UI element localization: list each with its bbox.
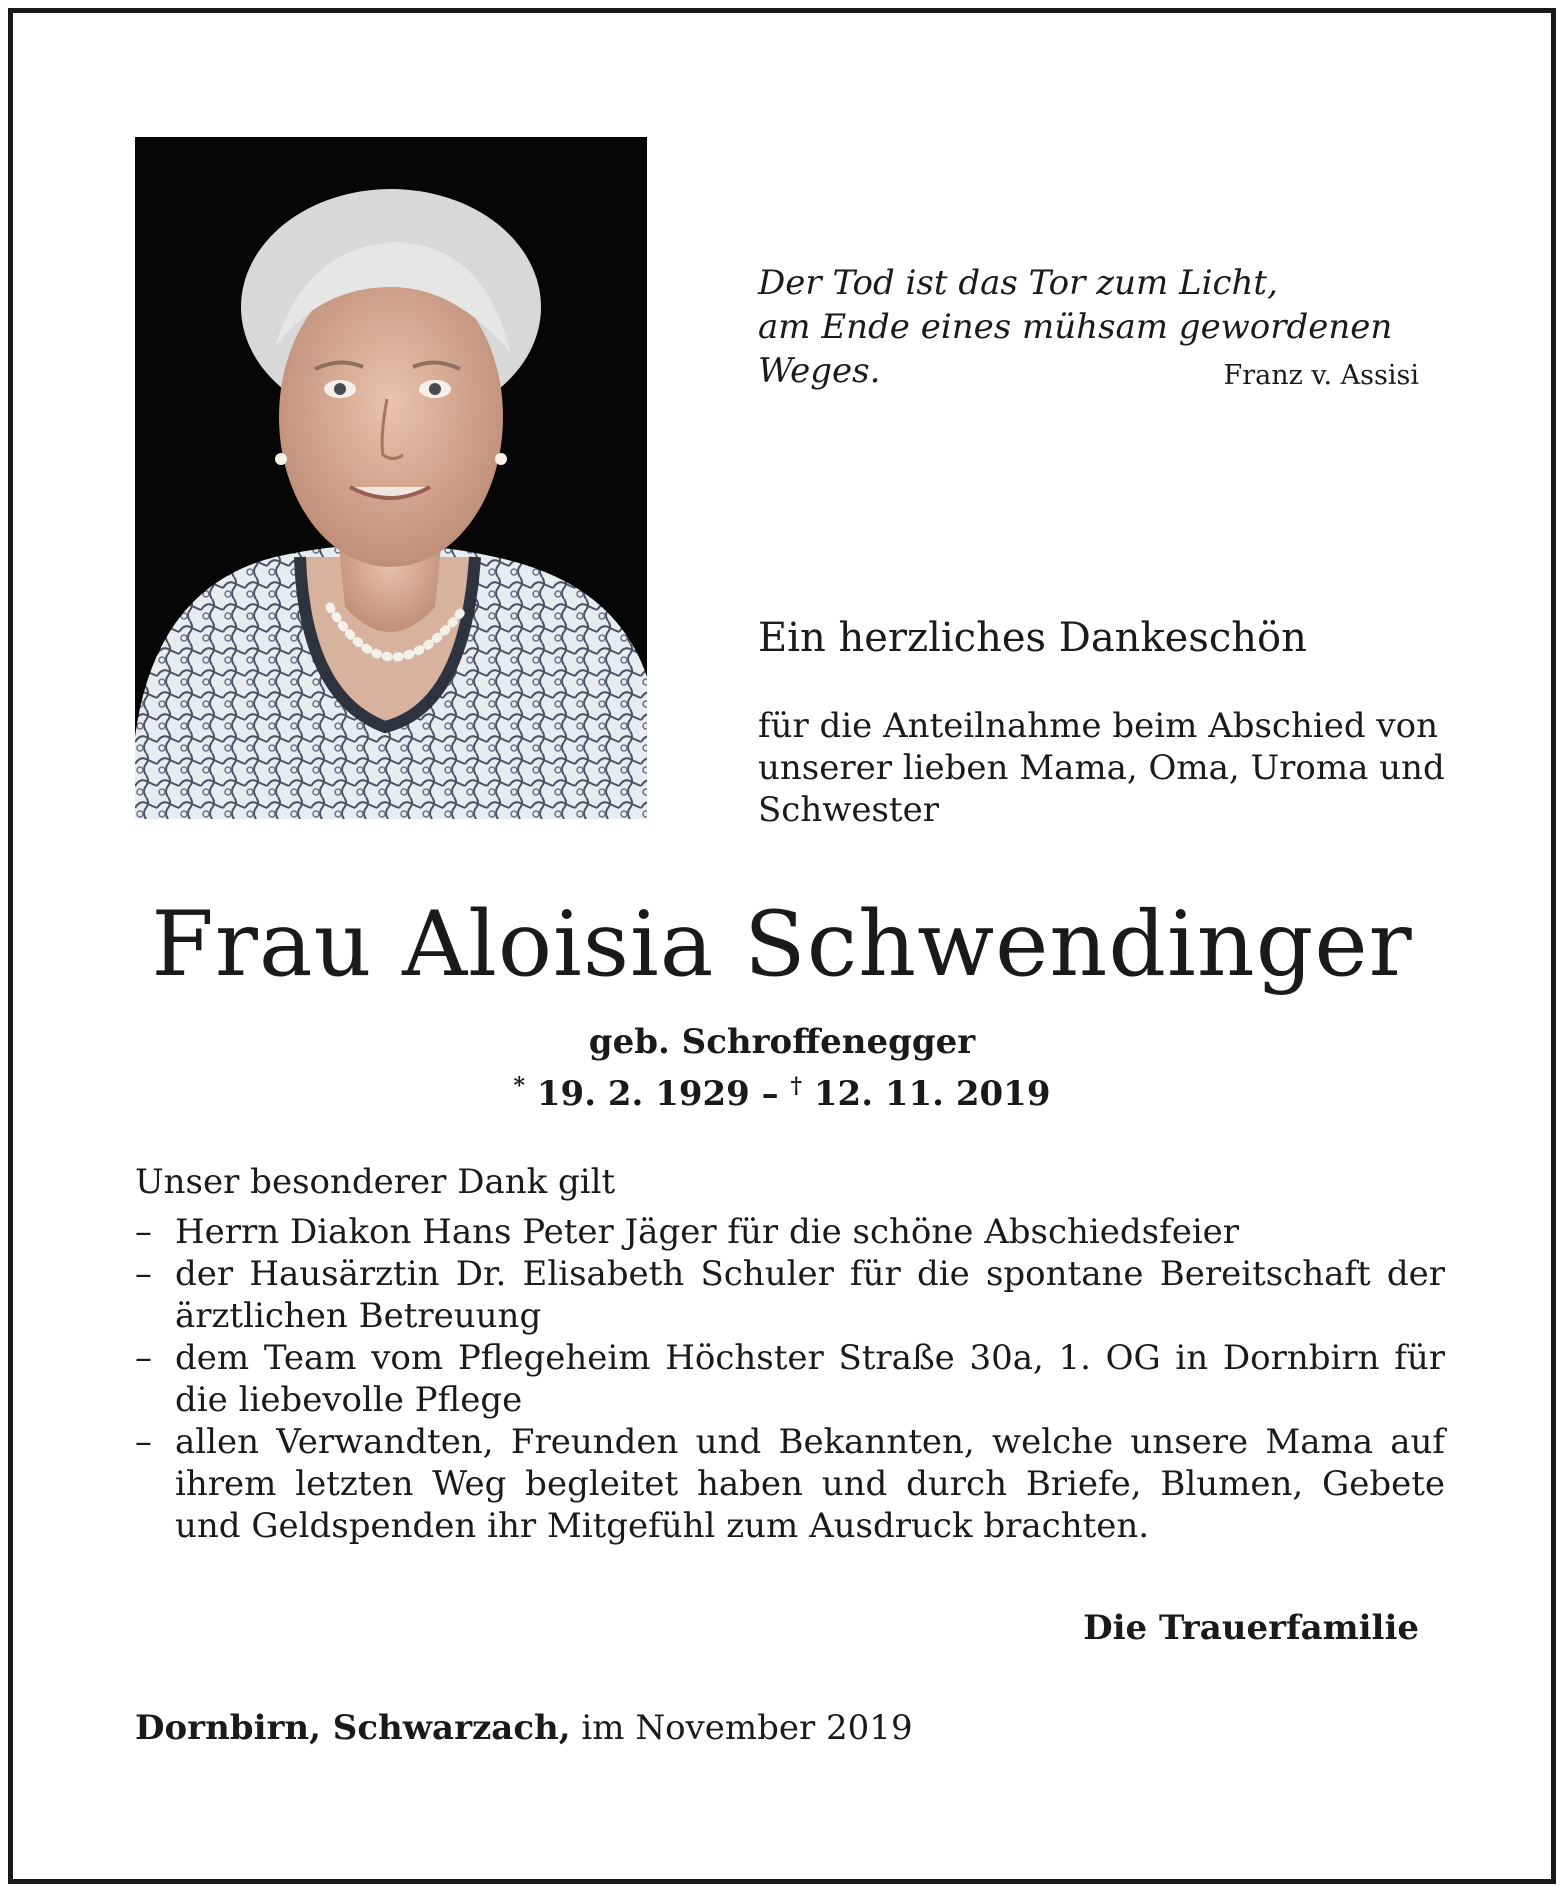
birth-date: 19. 2. 1929 — [536, 1074, 750, 1114]
list-dash: – — [135, 1212, 152, 1252]
list-item — [135, 1337, 1445, 1421]
quote-line-1: Der Tod ist das Tor zum Licht, — [758, 263, 1278, 303]
place-date-text: im November 2019 — [581, 1708, 913, 1748]
birth-symbol: * — [513, 1073, 526, 1099]
thanks-line-2: unserer lieben Mama, Oma, Uroma und — [758, 748, 1445, 788]
list-item-text: Herrn Diakon Hans Peter Jäger für die schöne Abschiedsfeier — [175, 1212, 1240, 1252]
signature: Die Trauerfamilie — [1083, 1608, 1419, 1648]
list-item-text: allen Verwandten, Freunden und Bekannten, welche unsere Mama auf ihrem letzten Weg begleitet haben und durch Briefe, Blumen, Gebete und Geldspenden ihr Mitgefühl zum Ausdruck brachten. — [175, 1422, 1445, 1546]
list-dash: – — [135, 1422, 152, 1462]
list-item-text: der Hausärztin Dr. Elisabeth Schuler für die spontane Bereitschaft der ärztlichen Betreuung — [175, 1254, 1445, 1336]
death-date: 12. 11. 2019 — [813, 1074, 1051, 1114]
thanks-line-1: für die Anteilnahme beim Abschied von — [758, 706, 1438, 746]
list-item-text: dem Team vom Pflegeheim Höchster Straße 30a, 1. OG in Dornbirn für die liebevolle Pflege — [175, 1338, 1445, 1420]
place-locations: Dornbirn, Schwarzach, — [135, 1708, 571, 1748]
thanks-heading: Ein herzliches Dankeschön — [758, 615, 1307, 661]
death-symbol: † — [790, 1073, 803, 1099]
deceased-name: Frau Aloisia Schwendinger — [151, 892, 1413, 997]
obituary-card — [8, 8, 1556, 1884]
special-thanks-intro: Unser besonderer Dank gilt — [135, 1162, 616, 1202]
list-item — [135, 1253, 1445, 1337]
quote-author: Franz v. Assisi — [1223, 360, 1419, 391]
special-thanks-list — [135, 1211, 1445, 1547]
portrait-photo — [135, 137, 647, 819]
thanks-line-3: Schwester — [758, 790, 939, 830]
life-dates — [13, 1065, 1551, 1115]
quote-line-2: am Ende eines mühsam gewordenen Weges. — [758, 307, 1393, 391]
list-dash: – — [135, 1338, 152, 1378]
date-separator: – — [761, 1074, 779, 1114]
list-item — [135, 1421, 1445, 1547]
thanks-text — [758, 705, 1478, 831]
list-item — [135, 1211, 1445, 1253]
birth-name: geb. Schroffenegger — [588, 1022, 976, 1062]
list-dash: – — [135, 1254, 152, 1294]
place-date — [135, 1707, 913, 1749]
